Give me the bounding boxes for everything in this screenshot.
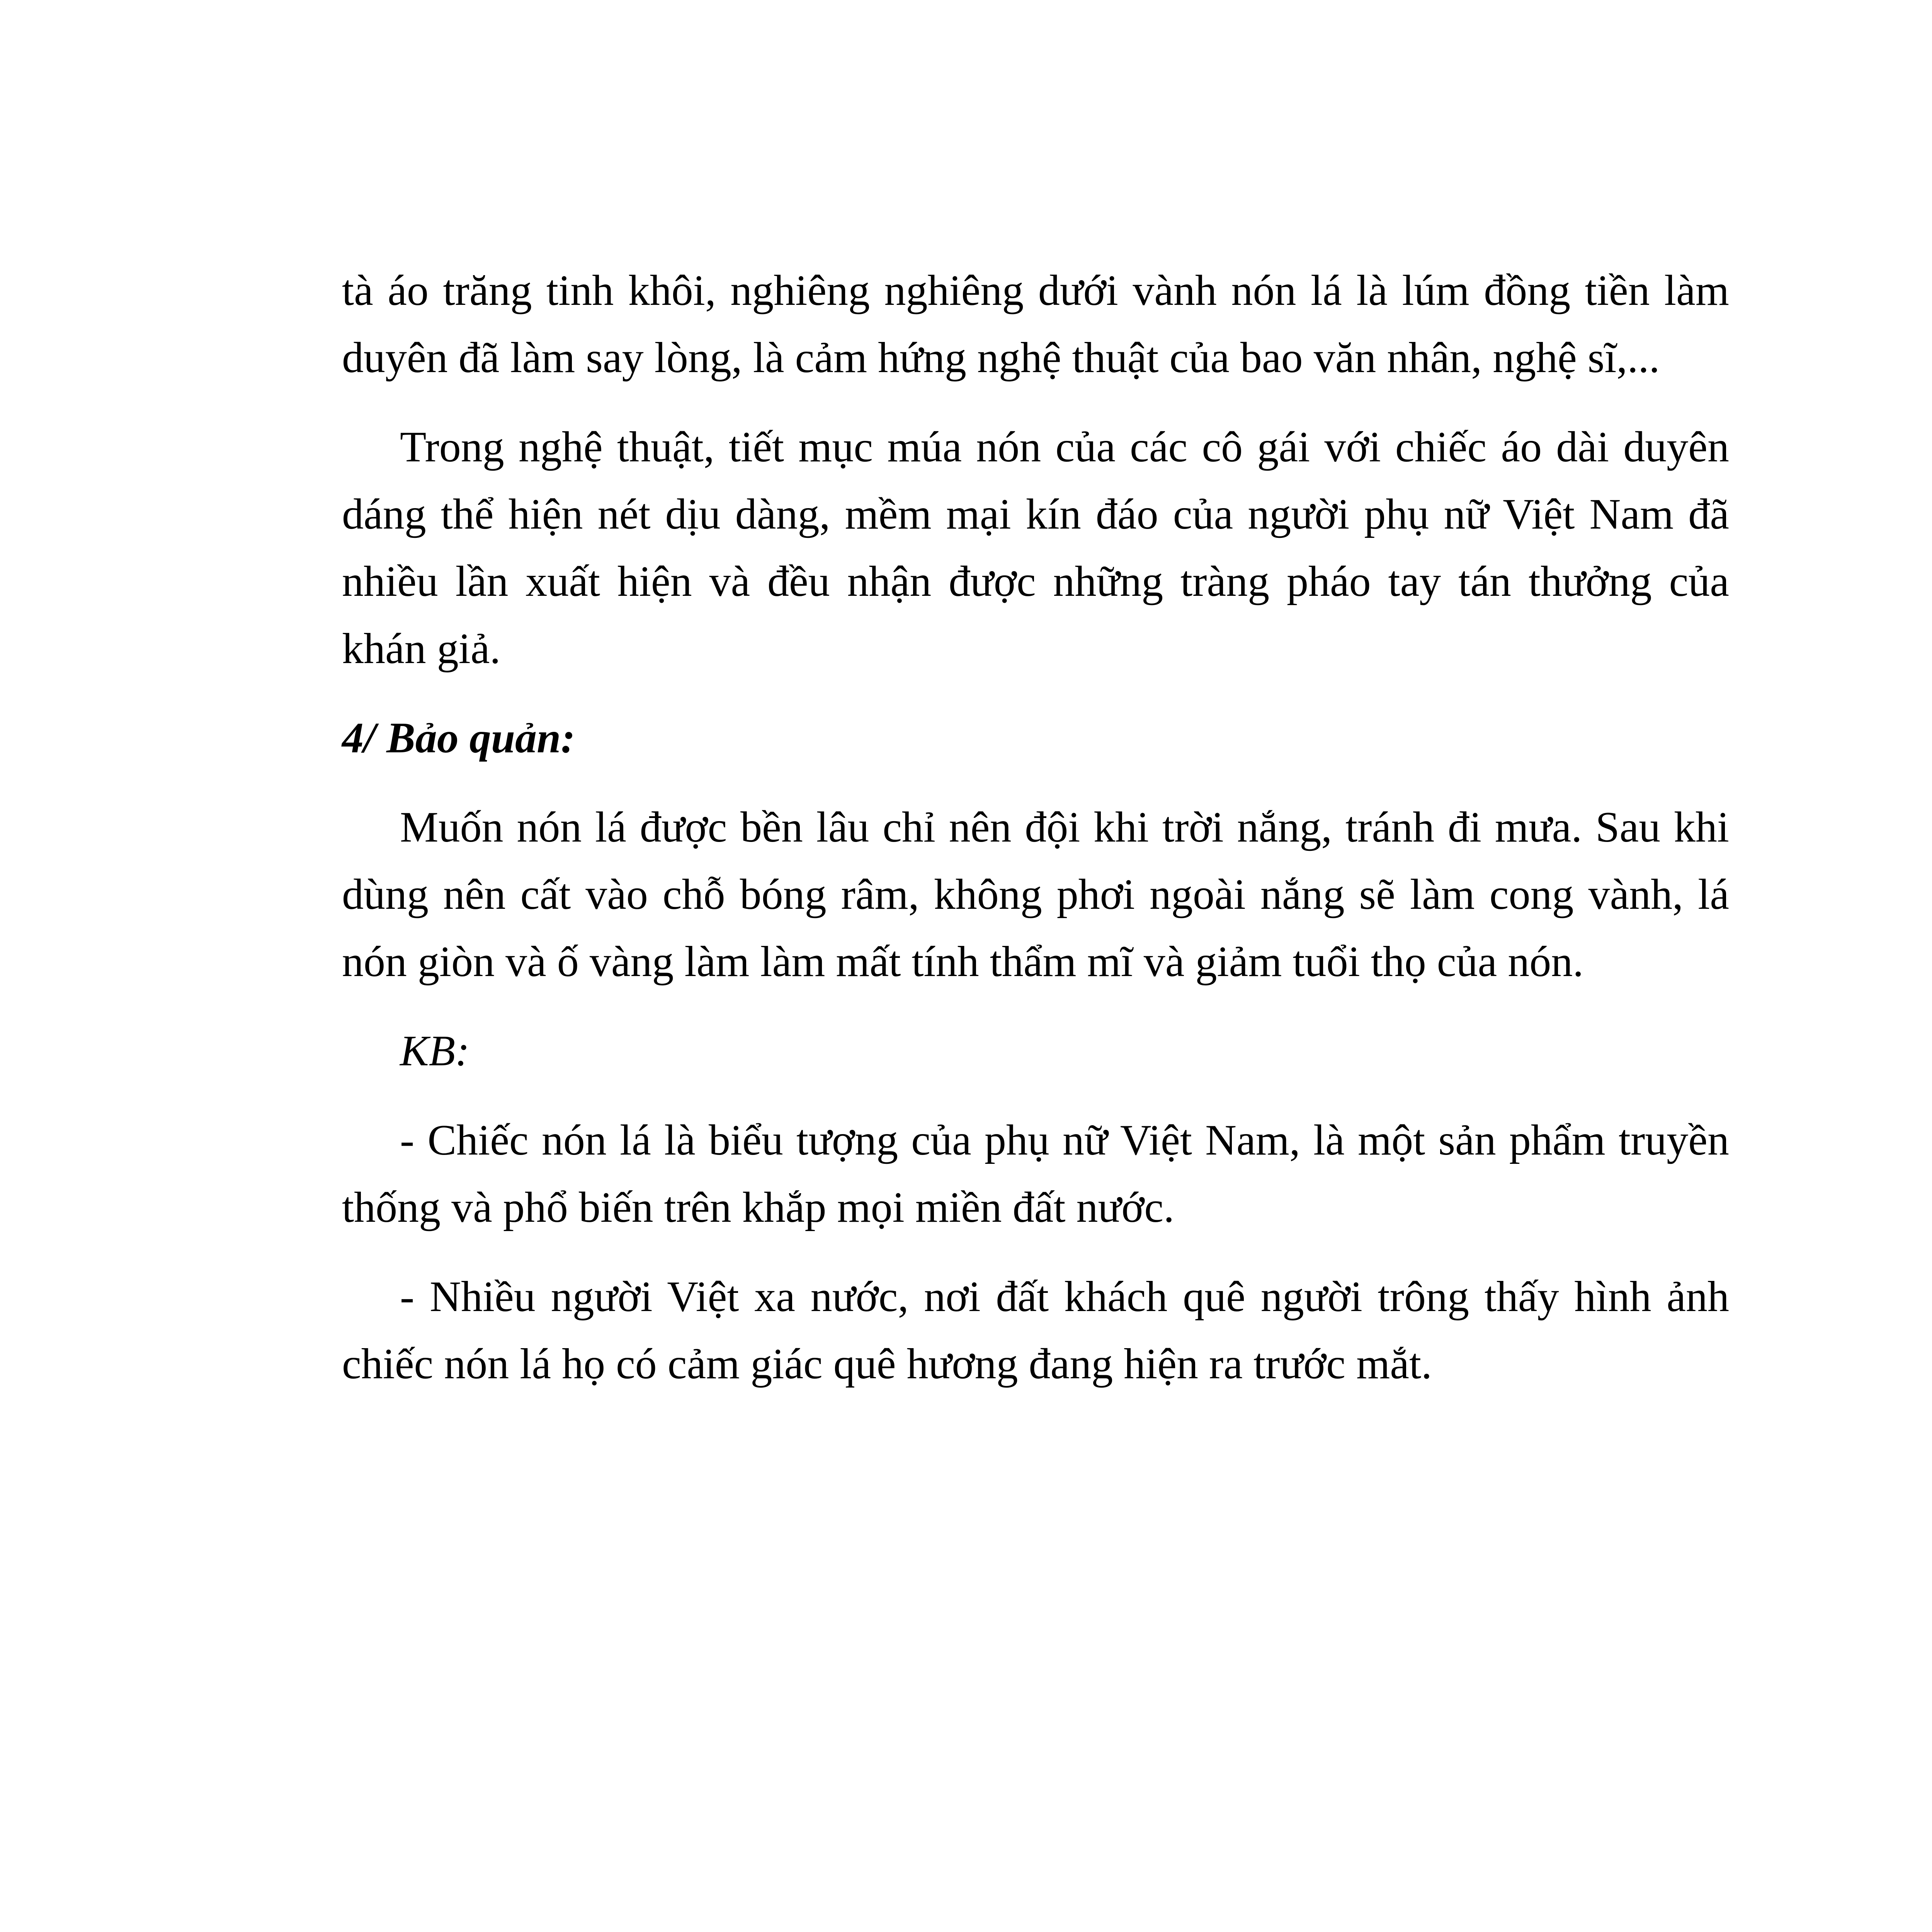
paragraph-preservation: Muốn nón lá được bền lâu chỉ nên đội khi trời nắng, tránh đi mưa. Sau khi dùng nên cất vào chỗ bóng râm, không phơi ngoài nắng sẽ làm cong vành, lá nón giòn và ố vàng làm làm mất tính thẩm mĩ và giảm tuổi thọ của nón. — [342, 803, 1729, 986]
conclusion-point-2: - Nhiều người Việt xa nước, nơi đất khách quê người trông thấy hình ảnh chiếc nón lá họ có cảm giác quê hương đang hiện ra trước mắt. — [342, 1273, 1729, 1388]
conclusion-point-1: - Chiếc nón lá là biểu tượng của phụ nữ Việt Nam, là một sản phẩm truyền thống và phổ biến trên khắp mọi miền đất nước. — [342, 1116, 1729, 1231]
paragraph-continuation: tà áo trăng tinh khôi, nghiêng nghiêng dưới vành nón lá là lúm đồng tiền làm duyên đã làm say lòng, là cảm hứng nghệ thuật của bao văn nhân, nghệ sĩ,... — [342, 267, 1729, 382]
section-heading-preservation — [342, 704, 1729, 772]
section-heading-colon: : — [561, 714, 575, 762]
paragraph-art: Trong nghệ thuật, tiết mục múa nón của các cô gái với chiếc áo dài duyên dáng thể hiện nét dịu dàng, mềm mại kín đáo của người phụ nữ Việt Nam đã nhiều lần xuất hiện và đều nhận được những tràng pháo tay tán thưởng của khán giả. — [342, 423, 1729, 673]
conclusion-label: KB: — [400, 1027, 470, 1075]
section-heading-text: 4/ Bảo quản — [342, 714, 561, 762]
document-body — [342, 257, 1729, 1398]
